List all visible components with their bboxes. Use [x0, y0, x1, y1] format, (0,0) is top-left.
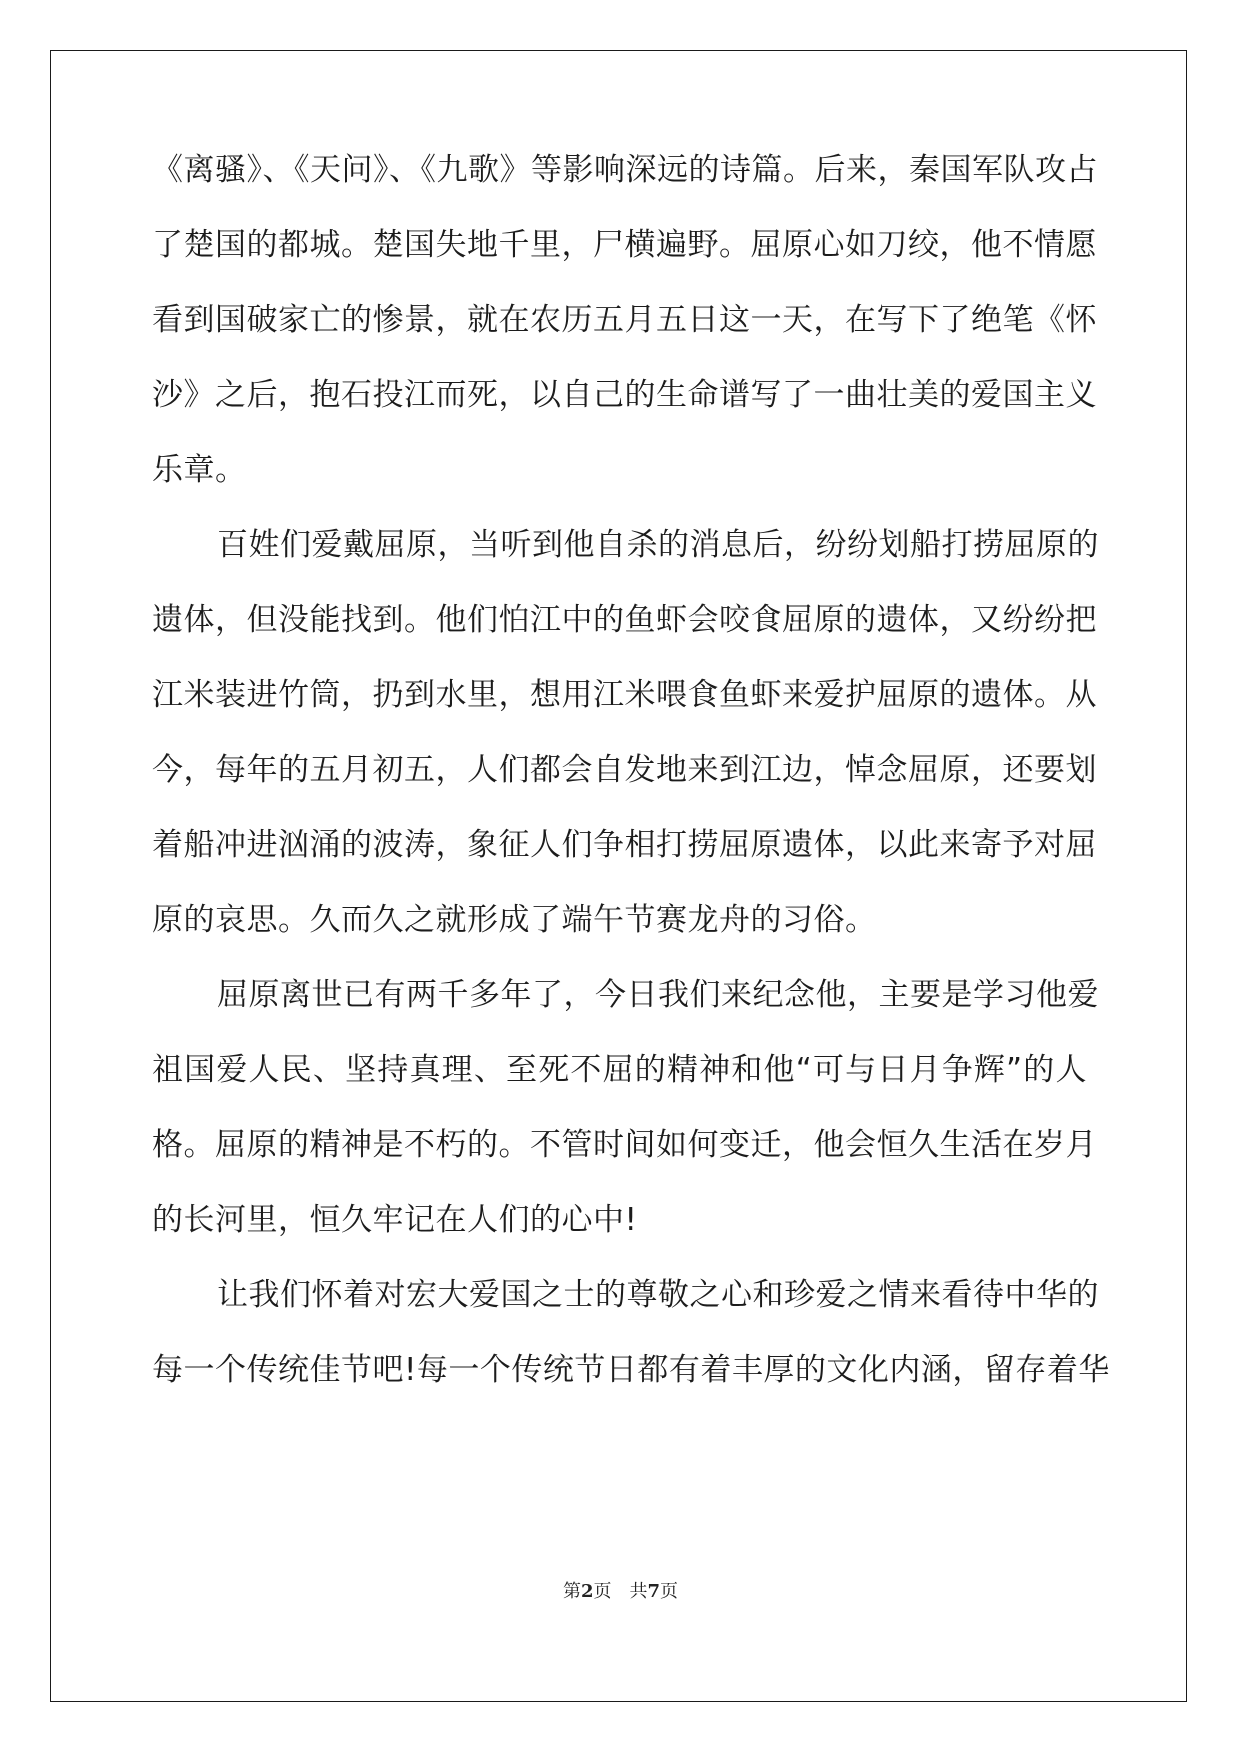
text-line: 格。屈原的精神是不朽的。不管时间如何变迁，他会恒久生活在岁月	[152, 1127, 1097, 1163]
text-line: 着船冲进汹涌的波涛，象征人们争相打捞屈原遗体，以此来寄予对屈	[152, 827, 1097, 863]
text-line: 原的哀思。久而久之就形成了端午节赛龙舟的习俗。	[152, 902, 877, 938]
text-line: 江米装进竹筒，扔到水里，想用江米喂食鱼虾来爱护屈原的遗体。从	[152, 677, 1097, 713]
text-line: 今，每年的五月初五，人们都会自发地来到江边，悼念屈原，还要划	[152, 752, 1097, 788]
text-line: 每一个传统佳节吧!每一个传统节日都有着丰厚的文化内涵，留存着华	[152, 1352, 1110, 1388]
text-line: 《离骚》、《天问》、《九歌》等影响深远的诗篇。后来，秦国军队攻占	[152, 152, 1098, 188]
text-line: 百姓们爱戴屈原，当听到他自杀的消息后，纷纷划船打捞屈原的	[217, 527, 1099, 563]
page-footer	[0, 1577, 1241, 1603]
text-line: 乐章。	[152, 452, 247, 488]
total-pages: 7	[647, 1581, 661, 1602]
page-mid: 页 共	[593, 1581, 648, 1602]
page-prefix: 第	[562, 1581, 581, 1602]
text-line: 让我们怀着对宏大爱国之士的尊敬之心和珍爱之情来看待中华的	[217, 1277, 1099, 1313]
text-line: 看到国破家亡的惨景，就在农历五月五日这一天，在写下了绝笔《怀	[152, 302, 1097, 338]
text-line: 祖国爱人民、坚持真理、至死不屈的精神和他“可与日月争辉”的人	[152, 1052, 1087, 1088]
text-line: 的长河里，恒久牢记在人们的心中!	[152, 1202, 638, 1238]
page-number: 2	[580, 1581, 594, 1602]
text-line: 遗体，但没能找到。他们怕江中的鱼虾会咬食屈原的遗体，又纷纷把	[152, 602, 1097, 638]
text-line: 屈原离世已有两千多年了，今日我们来纪念他，主要是学习他爱	[217, 977, 1099, 1013]
page-suffix: 页	[660, 1581, 679, 1602]
text-line: 了楚国的都城。楚国失地千里，尸横遍野。屈原心如刀绞，他不情愿	[152, 227, 1097, 263]
page-border	[50, 50, 1187, 1702]
text-line: 沙》之后，抱石投江而死，以自己的生命谱写了一曲壮美的爱国主义	[152, 377, 1097, 413]
